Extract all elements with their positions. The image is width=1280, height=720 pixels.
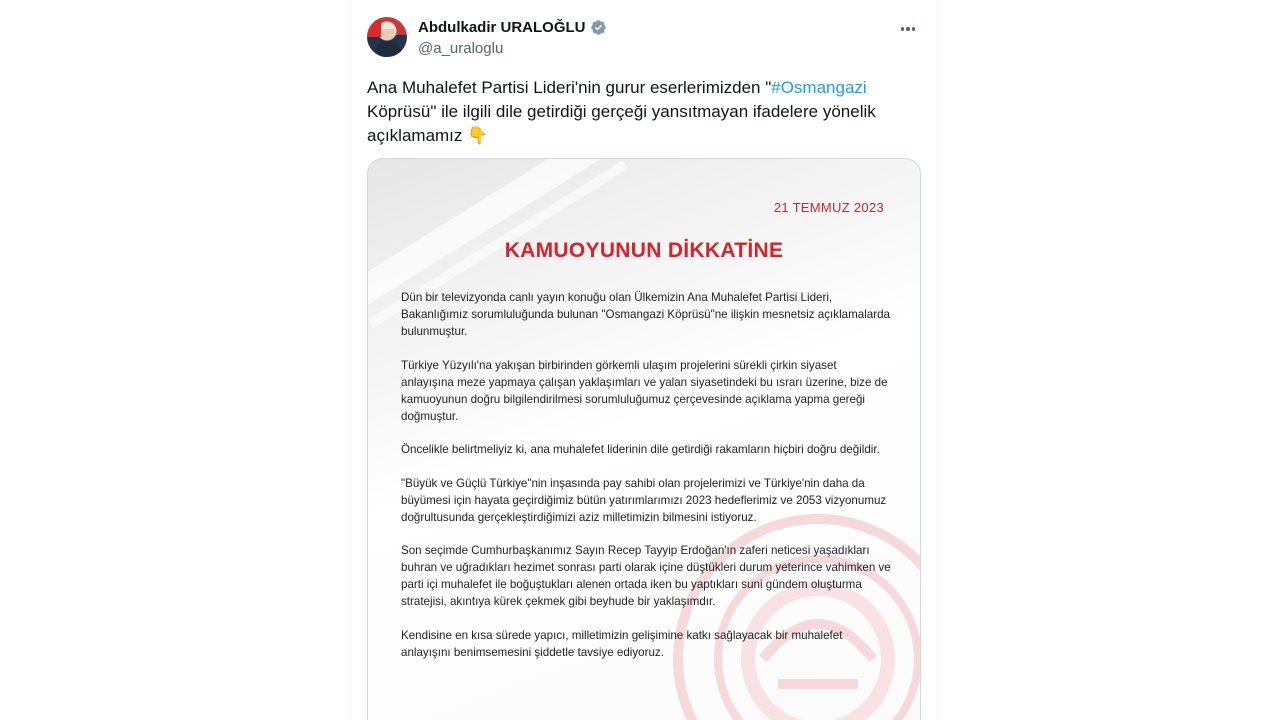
document-paragraph: Kendisine en kısa sürede yapıcı, milletimizin gelişimine katkı sağlayacak bir muhalefet anlayışını benimsemesini şiddetle tavsiye ediyoruz. [401, 628, 843, 659]
document-body [401, 289, 891, 677]
author-display-name[interactable]: Abdulkadir URALOĞLU [418, 19, 586, 36]
hashtag-link[interactable]: #Osmangazi [771, 78, 867, 97]
document-paragraph: Son seçimde Cumhurbaşkanımız Sayın Recep Tayyip Erdoğan'ın zaferi neticesi yaşadıkları buhran ve uğradıkları hezimet sonrası parti olarak içine düştükleri durum yeterince vahimken ve parti içi muhalefet ile boğuştukları alenen ortada iken bu yaptıkları suni gündem oluşturma stratejisi, akıntıya kürek çekmek gibi beyhude bir yaklaşımdır. [401, 544, 891, 608]
document-paragraph: Dün bir televizyonda canlı yayın konuğu olan Ülkemizin Ana Muhalefet Partisi Lideri, Bakanlığımız sorumluluğunda bulunan "Osmangazi Köprüsü"ne ilişkin mesnetsiz açıklamalarda bulunmuştur. [401, 291, 890, 338]
tweet-text [367, 76, 907, 148]
tweet-text-after: Köprüsü" ile ilgili dile getirdiği gerçeği yansıtmayan ifadelere yönelik açıklamamız [367, 102, 876, 145]
document-title: KAMUOYUNUN DİKKATİNE [504, 239, 784, 262]
more-options-icon[interactable] [897, 18, 919, 40]
pointing-down-emoji: 👇 [467, 126, 489, 145]
document-date: 21 TEMMUZ 2023 [773, 200, 884, 215]
author-handle[interactable]: @a_uraloglu [418, 40, 504, 57]
author-name-row [418, 19, 607, 36]
attached-image[interactable] [367, 158, 921, 720]
document-paragraph: Türkiye Yüzyılı'na yakışan birbirinden görkemli ulaşım projelerini sürekli çirkin siyaset anlayışına meze yapmaya çalışan yaklaşımları ve yalan siyasetindeki bu ısrarı üzerine, bize de kamuoyunun doğru bilgilendirilmesi sorumluluğumuz çerçevesinde açıklama yapma gereği doğmuştur. [401, 358, 888, 423]
avatar[interactable] [367, 17, 407, 57]
document-paragraph: "Büyük ve Güçlü Türkiye"nin inşasında pay sahibi olan projelerimizi ve Türkiye'nin daha da büyümesi için hayata geçirdiğimiz bütün yatırımlarımızı 2023 hedeflerimiz ve 2053 vizyonumuz doğrultusunda gerçekleştirdiğimizi aziz milletimizin bilmesini istiyoruz. [401, 476, 887, 524]
verified-badge-icon[interactable] [590, 19, 607, 36]
tweet-text-before: Ana Muhalefet Partisi Lideri'nin gurur eserlerimizden " [367, 78, 772, 97]
tweet-card [350, 0, 938, 720]
document-paragraph: Öncelikle belirtmeliyiz ki, ana muhalefet liderinin dile getirdiği rakamların hiçbiri doğru değildir. [401, 443, 880, 456]
